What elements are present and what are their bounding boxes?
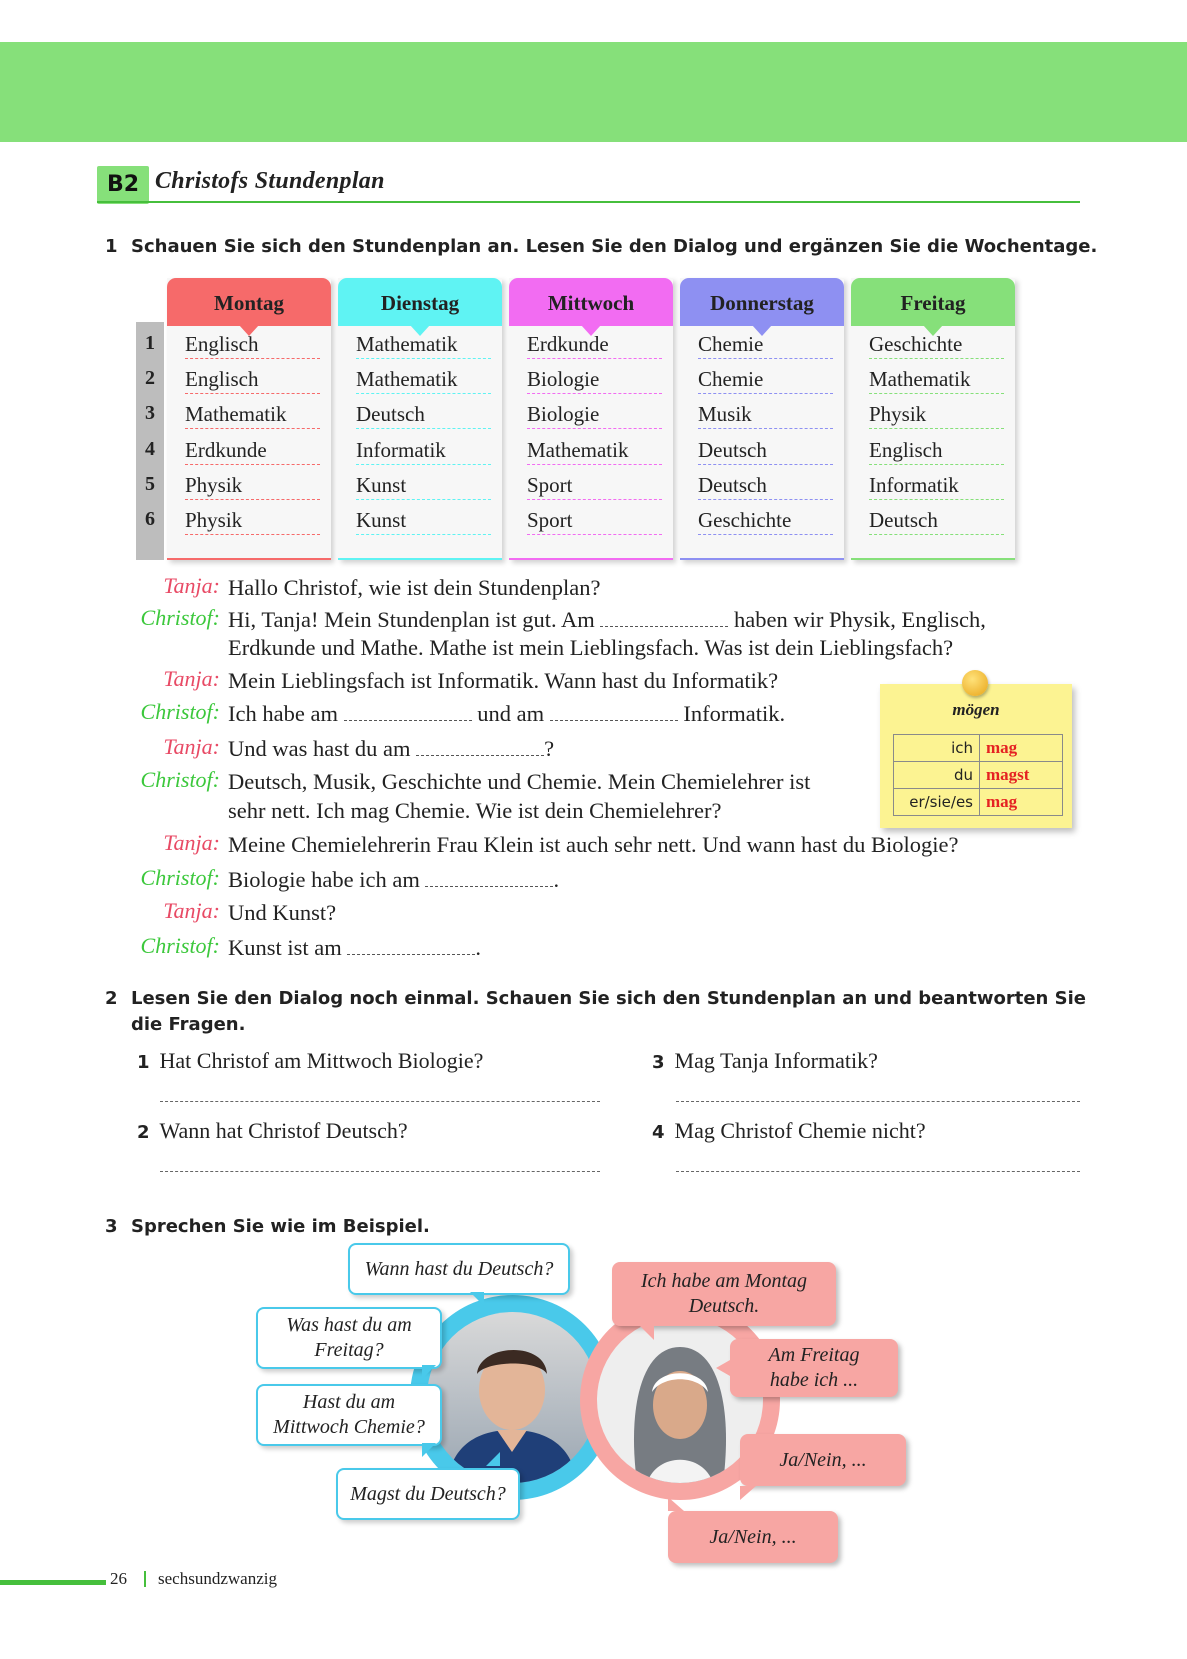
subject-cell: Physik [185, 506, 320, 535]
speaker-christof: Christof: [140, 699, 220, 724]
girl-speech-bubble [740, 1434, 906, 1486]
bubble-text: Wann hast du Deutsch? [364, 1257, 554, 1280]
weekday-blank[interactable] [550, 706, 678, 721]
subject-cell: Mathematik [356, 365, 491, 394]
bubble-text: Ja/Nein, ... [779, 1448, 867, 1471]
dialog-text: Biologie habe ich am [228, 867, 426, 892]
subject-cell: Biologie [527, 400, 662, 429]
bubble-text: Hast du am Mittwoch Chemie? [273, 1391, 425, 1438]
girl-speech-bubble [668, 1511, 838, 1563]
note-title: mögen [952, 700, 1000, 719]
question-text: Mag Tanja Informatik? [674, 1048, 878, 1073]
task-number: 1 [105, 236, 118, 257]
subject-cell: Deutsch [356, 400, 491, 429]
timetable-column-donnerstag [680, 278, 844, 560]
question-text: Wann hat Christof Deutsch? [159, 1118, 408, 1143]
boy-speech-bubble [348, 1243, 570, 1295]
bubble-tail [716, 1360, 730, 1376]
dialog-text: Hi, Tanja! Mein Stundenplan ist gut. Am [228, 607, 601, 632]
subject-cell: Kunst [356, 471, 491, 500]
dialog-text: und am [471, 701, 550, 726]
weekday-blank[interactable] [425, 872, 553, 887]
subject-cell: Englisch [185, 330, 320, 359]
page-number-word: sechsundzwanzig [158, 1569, 277, 1588]
bubble-text: Ja/Nein, ... [709, 1525, 797, 1548]
page-separator [144, 1571, 146, 1587]
table-row [894, 789, 1063, 816]
question-number: 4 [652, 1122, 665, 1143]
subject-cell: Mathematik [356, 330, 491, 359]
girl-speech-bubble [612, 1262, 836, 1326]
bubble-tail [486, 1452, 500, 1466]
subject-cell: Englisch [185, 365, 320, 394]
question-4 [652, 1118, 926, 1144]
subject-cell: Deutsch [698, 471, 833, 500]
subject-cell: Sport [527, 471, 662, 500]
dialog-line [228, 701, 785, 727]
task-text: Sprechen Sie wie im Beispiel. [131, 1216, 430, 1237]
subject-cell: Kunst [356, 506, 491, 535]
subject-cell: Geschichte [698, 506, 833, 535]
boy-avatar-icon [427, 1312, 598, 1483]
pushpin-icon [962, 670, 988, 696]
question-number: 1 [137, 1052, 150, 1073]
dialog-text: Informatik. [677, 701, 786, 726]
verb-form: mag [980, 735, 1063, 762]
dialog-line [228, 900, 336, 926]
period-number: 6 [145, 508, 155, 530]
column-footer [509, 558, 673, 560]
question-text: Mag Christof Chemie nicht? [674, 1118, 926, 1143]
question-text: Hat Christof am Mittwoch Biologie? [159, 1048, 484, 1073]
table-row [894, 735, 1063, 762]
dialog-text: Hallo Christof, wie ist dein Stundenplan? [228, 575, 601, 600]
period-number: 3 [145, 402, 155, 424]
pronoun: du [894, 762, 980, 789]
bubble-text: Was hast du am Freitag? [286, 1314, 412, 1361]
task-number: 2 [105, 988, 118, 1009]
dialog-text: Deutsch, Musik, Geschichte und Chemie. Mein Chemielehrer ist [228, 769, 811, 794]
weekday-blank[interactable] [600, 612, 728, 627]
speaker-tanja: Tanja: [163, 898, 220, 923]
conjugation-table [893, 734, 1063, 816]
task-number: 3 [105, 1216, 118, 1237]
subject-cell: Englisch [869, 436, 1004, 465]
weekday-blank[interactable] [344, 706, 472, 721]
weekday-blank[interactable] [347, 940, 475, 955]
subject-cell: Musik [698, 400, 833, 429]
bubble-text: Magst du Deutsch? [350, 1482, 506, 1505]
dialog-line [228, 575, 600, 601]
subject-cell: Physik [185, 471, 320, 500]
subject-cell: Sport [527, 506, 662, 535]
speaker-tanja: Tanja: [163, 830, 220, 855]
subject-cell: Deutsch [698, 436, 833, 465]
bubble-tail [422, 1443, 436, 1457]
period-number: 4 [145, 438, 155, 460]
subject-cell: Informatik [356, 436, 491, 465]
pronoun: er/sie/es [894, 789, 980, 816]
bubble-tail [470, 1292, 484, 1306]
speaker-tanja: Tanja: [163, 666, 220, 691]
dialog-line [228, 635, 953, 661]
bubble-tail [422, 1365, 436, 1379]
footer-bar [0, 1580, 106, 1585]
answer-line-2[interactable] [160, 1171, 600, 1172]
period-number: 5 [145, 473, 155, 495]
subject-cell: Chemie [698, 365, 833, 394]
section-title: Christofs Stundenplan [155, 168, 385, 194]
period-number: 1 [145, 332, 155, 354]
subject-cell: Erdkunde [185, 436, 320, 465]
day-header: Freitag [851, 278, 1015, 326]
dialog-text: . [553, 867, 560, 892]
answer-line-3[interactable] [676, 1101, 1080, 1102]
timetable-column-mittwoch [509, 278, 673, 560]
speaker-christof: Christof: [140, 605, 220, 630]
subject-cell: Geschichte [869, 330, 1004, 359]
dialog-line [228, 668, 778, 694]
verb-form: magst [980, 762, 1063, 789]
subject-cell: Biologie [527, 365, 662, 394]
dialog-text: Und Kunst? [228, 900, 337, 925]
timetable-column-freitag [851, 278, 1015, 560]
bubble-tail [668, 1497, 684, 1511]
column-footer [680, 558, 844, 560]
bubble-tail [640, 1326, 654, 1340]
weekday-blank[interactable] [416, 741, 544, 756]
dialog-line [228, 607, 986, 633]
dialog-text: Erdkunde und Mathe. Mathe ist mein Lieblingsfach. Was ist dein Lieblingsfach? [228, 635, 954, 660]
boy-photo [427, 1312, 598, 1483]
day-header: Dienstag [338, 278, 502, 326]
boy-speech-bubble [336, 1468, 520, 1520]
period-number: 2 [145, 367, 155, 389]
column-footer [851, 558, 1015, 560]
subject-cell: Informatik [869, 471, 1004, 500]
answer-line-1[interactable] [160, 1101, 600, 1102]
timetable-period-column [136, 322, 164, 560]
speaker-christof: Christof: [140, 933, 220, 958]
question-1 [137, 1048, 483, 1074]
dialog-line [228, 798, 722, 824]
column-footer [167, 558, 331, 560]
grammar-note [880, 684, 1072, 828]
task-text: Schauen Sie sich den Stundenplan an. Lesen Sie den Dialog und ergänzen Sie die Wochentage. [131, 236, 1098, 257]
section-rule [97, 201, 1080, 203]
boy-speech-bubble [256, 1307, 442, 1369]
speaker-tanja: Tanja: [163, 734, 220, 759]
dialog-line [228, 832, 958, 858]
speaker-christof: Christof: [140, 767, 220, 792]
boy-speech-bubble [256, 1384, 442, 1446]
bubble-text: Am Freitag habe ich ... [768, 1344, 860, 1391]
day-header: Donnerstag [680, 278, 844, 326]
answer-line-4[interactable] [676, 1171, 1080, 1172]
dialog-text: Ich habe am [228, 701, 344, 726]
dialog-text: Mein Lieblingsfach ist Informatik. Wann hast du Informatik? [228, 668, 779, 693]
table-row [894, 762, 1063, 789]
top-color-band [0, 42, 1187, 142]
day-header: Mittwoch [509, 278, 673, 326]
dialog-text: Und was hast du am [228, 736, 417, 761]
subject-cell: Mathematik [869, 365, 1004, 394]
dialog-line [228, 736, 554, 762]
subject-cell: Erdkunde [527, 330, 662, 359]
dialog-text: sehr nett. Ich mag Chemie. Wie ist dein Chemielehrer? [228, 798, 722, 823]
subject-cell: Chemie [698, 330, 833, 359]
dialog-line [228, 867, 559, 893]
dialog-text: Kunst ist am [228, 935, 348, 960]
girl-speech-bubble [730, 1339, 898, 1397]
bubble-text: Ich habe am Montag Deutsch. [640, 1270, 808, 1317]
section-badge: B2 [97, 166, 149, 204]
question-2 [137, 1118, 408, 1144]
pronoun: ich [894, 735, 980, 762]
dialog-text: haben wir Physik, Englisch, [728, 607, 986, 632]
question-3 [652, 1048, 878, 1074]
subject-cell: Mathematik [185, 400, 320, 429]
dialog-text: ? [544, 736, 555, 761]
subject-cell: Physik [869, 400, 1004, 429]
task-text: die Fragen. [131, 1014, 246, 1035]
dialog-line [228, 935, 481, 961]
timetable-column-dienstag [338, 278, 502, 560]
dialog-text: Meine Chemielehrerin Frau Klein ist auch sehr nett. Und wann hast du Biologie? [228, 832, 959, 857]
column-footer [338, 558, 502, 560]
subject-cell: Mathematik [527, 436, 662, 465]
day-header: Montag [167, 278, 331, 326]
question-number: 2 [137, 1122, 150, 1143]
bubble-tail [740, 1486, 756, 1500]
timetable-column-montag [167, 278, 331, 560]
task-text: Lesen Sie den Dialog noch einmal. Schauen Sie sich den Stundenplan an und beantworten Sie [131, 988, 1086, 1009]
page-number: 26 [110, 1569, 127, 1588]
subject-cell: Deutsch [869, 506, 1004, 535]
dialog-text: . [475, 935, 482, 960]
speaker-tanja: Tanja: [163, 573, 220, 598]
dialog-line [228, 769, 810, 795]
verb-form: mag [980, 789, 1063, 816]
question-number: 3 [652, 1052, 665, 1073]
speaker-christof: Christof: [140, 865, 220, 890]
